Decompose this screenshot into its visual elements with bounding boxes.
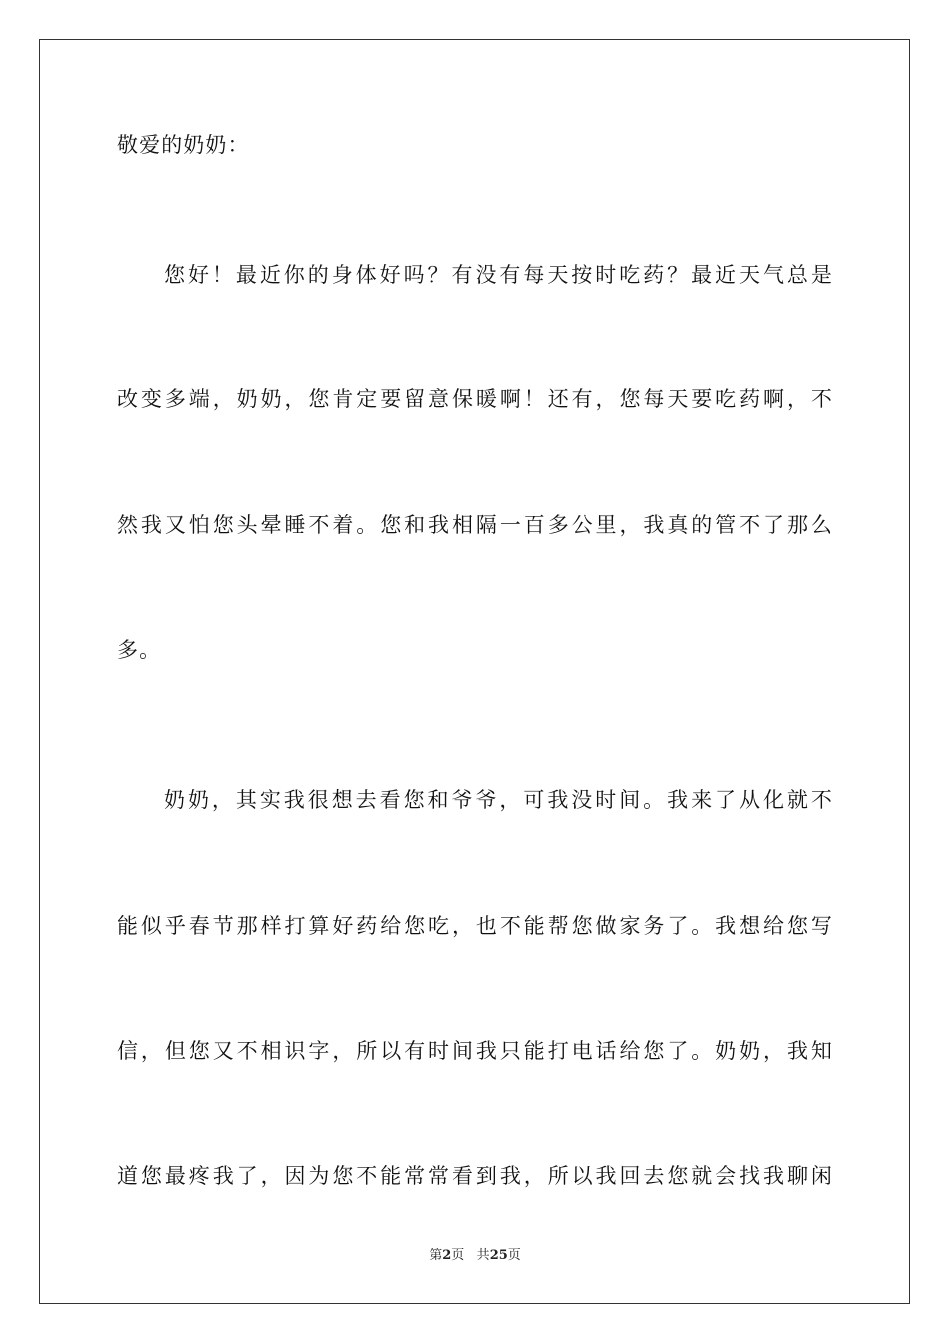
paragraph-2-line-4: 道您最疼我了，因为您不能常常看到我，所以我回去您就会找我聊闲 xyxy=(117,1164,833,1188)
paragraph-2-line-3: 信，但您又不相识字，所以有时间我只能打电话给您了。奶奶，我知 xyxy=(117,1039,833,1063)
total-suffix: 页 xyxy=(507,1248,521,1263)
paragraph-1-line-2: 改变多端，奶奶，您肯定要留意保暖啊！还有，您每天要吃药啊，不 xyxy=(117,387,833,411)
total-pages: 25 xyxy=(489,1248,508,1263)
paragraph-1-line-3: 然我又怕您头晕睡不着。您和我相隔一百多公里，我真的管不了那么 xyxy=(117,513,833,537)
page-number: 2 xyxy=(442,1248,452,1263)
salutation: 敬爱的奶奶： xyxy=(117,133,250,157)
page-prefix: 第 xyxy=(429,1248,443,1263)
paragraph-2-line-1: 奶奶，其实我很想去看您和爷爷，可我没时间。我来了从化就不 xyxy=(164,788,833,812)
paragraph-1-line-4: 多。 xyxy=(117,638,162,662)
paragraph-2-line-2: 能似乎春节那样打算好药给您吃，也不能帮您做家务了。我想给您写 xyxy=(117,914,833,938)
total-prefix: 共 xyxy=(476,1248,490,1263)
page-footer xyxy=(0,1247,950,1265)
paragraph-1-line-1: 您好！最近你的身体好吗？有没有每天按时吃药？最近天气总是 xyxy=(164,263,833,287)
page-frame xyxy=(39,39,910,1304)
page-suffix: 页 xyxy=(451,1248,465,1263)
